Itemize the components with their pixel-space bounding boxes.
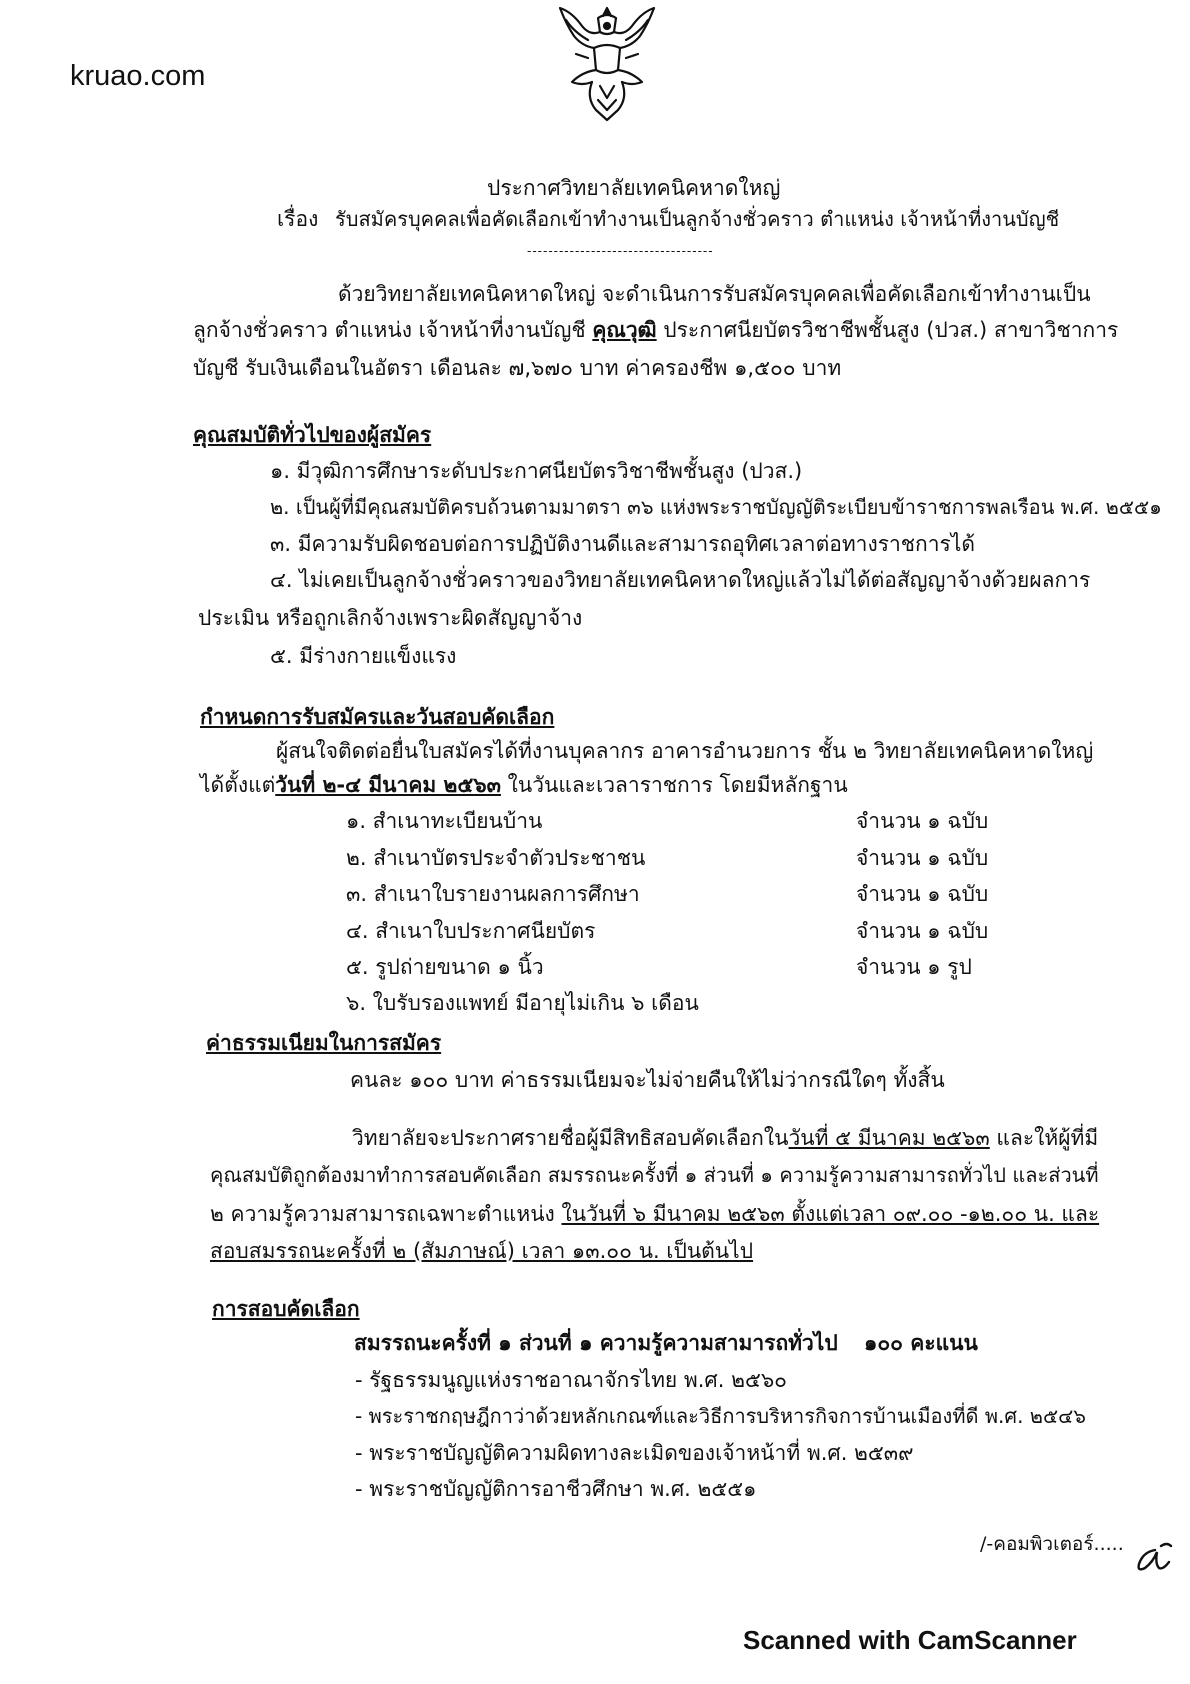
subject-text: รับสมัครบุคคลเพื่อคัดเลือกเข้าทำงานเป็นลูกจ้างชั่วคราว ตำแหน่ง เจ้าหน้าที่งานบัญชี [335, 207, 1060, 231]
document-item: ๔. สำเนาใบประกาศนียบัตร [346, 919, 596, 943]
intro-line-1: ด้วยวิทยาลัยเทคนิคหาดใหญ่ จะดำเนินการรับสมัครบุคคลเพื่อคัดเลือกเข้าทำงานเป็น [338, 282, 1091, 306]
exam-heading: การสอบคัดเลือก [212, 1297, 360, 1321]
intro-line-2 [193, 316, 1118, 344]
schedule-from-label: ได้ตั้งแต่ [200, 773, 276, 797]
schedule-line-1: ผู้สนใจติดต่อยื่นใบสมัครได้ที่งานบุคลากร อาคารอำนวยการ ชั้น ๒ วิทยาลัยเทคนิคหาดใหญ่ [276, 739, 1094, 763]
qualification-item: ๔. ไม่เคยเป็นลูกจ้างชั่วคราวของวิทยาลัยเทคนิคหาดใหญ่แล้วไม่ได้ต่อสัญญาจ้างด้วยผลการ [270, 568, 1091, 592]
document-quantity: จำนวน ๑ ฉบับ [856, 846, 989, 870]
document-item: ๕. รูปถ่ายขนาด ๑ นิ้ว [346, 955, 544, 979]
announcement-title: ประกาศวิทยาลัยเทคนิคหาดใหญ่ [487, 176, 781, 200]
fee-heading: ค่าธรรมเนียมในการสมัคร [206, 1031, 442, 1055]
announcement-list-text: วิทยาลัยจะประกาศรายชื่อผู้มีสิทธิสอบคัดเลือกใน [352, 1126, 789, 1150]
document-quantity: จำนวน ๑ ฉบับ [856, 809, 989, 833]
exam-topic: - พระราชบัญญัติความผิดทางละเมิดของเจ้าหน้าที่ พ.ศ. ๒๕๓๙ [355, 1441, 914, 1465]
exam-topic: - พระราชกฤษฎีกาว่าด้วยหลักเกณฑ์และวิธีการบริหารกิจการบ้านเมืองที่ดี พ.ศ. ๒๕๔๖ [355, 1404, 1086, 1428]
qualification-item-continued: ประเมิน หรือถูกเลิกจ้างเพราะผิดสัญญาจ้าง [198, 606, 583, 630]
qualification-item: ๒. เป็นผู้ที่มีคุณสมบัติครบถ้วนตามมาตรา ๓๖ แห่งพระราชบัญญัติระเบียบข้าราชการพลเรือน พ.ศ. ๒๕๕๑ [270, 495, 1162, 519]
document-quantity: จำนวน ๑ ฉบับ [856, 882, 989, 906]
schedule-line-2 [200, 771, 848, 799]
qualification-item: ๑. มีวุฒิการศึกษาระดับประกาศนียบัตรวิชาชีพชั้นสูง (ปวส.) [270, 459, 803, 483]
intro-position-text: ลูกจ้างชั่วคราว ตำแหน่ง เจ้าหน้าที่งานบัญชี [193, 318, 593, 342]
schedule-heading: กำหนดการรับสมัครและวันสอบคัดเลือก [200, 705, 555, 729]
schedule-hours-text: ในวันและเวลาราชการ โดยมีหลักฐาน [500, 773, 848, 797]
schedule-dates: วันที่ ๒-๔ มีนาคม ๒๕๖๓ [275, 773, 501, 797]
intro-line-3: บัญชี รับเงินเดือนในอัตรา เดือนละ ๗,๖๗๐ บาท ค่าครองชีพ ๑,๕๐๐ บาท [193, 356, 842, 380]
announcement-line-4: สอบสมรรถนะครั้งที่ ๒ (สัมภาษณ์) เวลา ๑๓.๐๐ น. เป็นต้นไป [210, 1239, 754, 1263]
continuation-note: /-คอมพิวเตอร์..... [980, 1533, 1124, 1555]
intro-qualification-text: ประกาศนียบัตรวิชาชีพชั้นสูง (ปวส.) สาขาวิชาการ [656, 318, 1119, 342]
exam-part-title: สมรรถนะครั้งที่ ๑ ส่วนที่ ๑ ความรู้ความสามารถทั่วไป [354, 1331, 838, 1355]
qualification-item: ๓. มีความรับผิดชอบต่อการปฏิบัติงานดีและสามารถอุทิศเวลาต่อทางราชการได้ [270, 532, 976, 556]
document-item: ๒. สำเนาบัตรประจำตัวประชาชน [346, 846, 646, 870]
exam-topic: - พระราชบัญญัติการอาชีวศึกษา พ.ศ. ๒๕๕๑ [355, 1477, 757, 1501]
document-quantity: จำนวน ๑ รูป [856, 955, 972, 979]
initial-signature-icon [1125, 1538, 1175, 1578]
announcement-eligible-text: และให้ผู้ที่มี [989, 1126, 1099, 1150]
exam-topic: - รัฐธรรมนูญแห่งราชอาณาจักรไทย พ.ศ. ๒๕๖๐ [355, 1368, 787, 1392]
title-divider: ----------------------------------- [527, 244, 714, 258]
subject-label: เรื่อง [277, 207, 319, 231]
fee-text: คนละ ๑๐๐ บาท ค่าธรรมเนียมจะไม่จ่ายคืนให้ไม่ว่ากรณีใดๆ ทั้งสิ้น [350, 1068, 945, 1092]
document-quantity: จำนวน ๑ ฉบับ [856, 919, 989, 943]
qualification-item: ๕. มีร่างกายแข็งแรง [270, 644, 457, 668]
announcement-date: วันที่ ๕ มีนาคม ๒๕๖๓ [788, 1126, 990, 1150]
camscanner-footer: Scanned with CamScanner [743, 1625, 1077, 1655]
intro-qualification-label: คุณวุฒิ [592, 318, 657, 342]
garuda-emblem-icon [552, 2, 662, 130]
document-item: ๓. สำเนาใบรายงานผลการศึกษา [346, 882, 640, 906]
exam-part-score: ๑๐๐ คะแนน [864, 1331, 978, 1355]
document-item: ๑. สำเนาทะเบียนบ้าน [346, 809, 543, 833]
announcement-line-1 [352, 1124, 1098, 1152]
watermark-text: kruao.com [70, 60, 206, 92]
announcement-part2-text: ๒ ความรู้ความสามารถเฉพาะตำแหน่ง [210, 1202, 562, 1226]
qualifications-heading: คุณสมบัติทั่วไปของผู้สมัคร [193, 423, 432, 447]
announcement-line-3 [210, 1200, 1099, 1228]
exam-date-time: ในวันที่ ๖ มีนาคม ๒๕๖๓ ตั้งแต่เวลา ๐๙.๐๐ -๑๒.๐๐ น. และ [561, 1202, 1100, 1226]
document-item: ๖. ใบรับรองแพทย์ มีอายุไม่เกิน ๖ เดือน [346, 991, 699, 1015]
announcement-line-2: คุณสมบัติถูกต้องมาทำการสอบคัดเลือก สมรรถนะครั้งที่ ๑ ส่วนที่ ๑ ความรู้ความสามารถทั่วไป และส่วนที่ [210, 1163, 1099, 1187]
